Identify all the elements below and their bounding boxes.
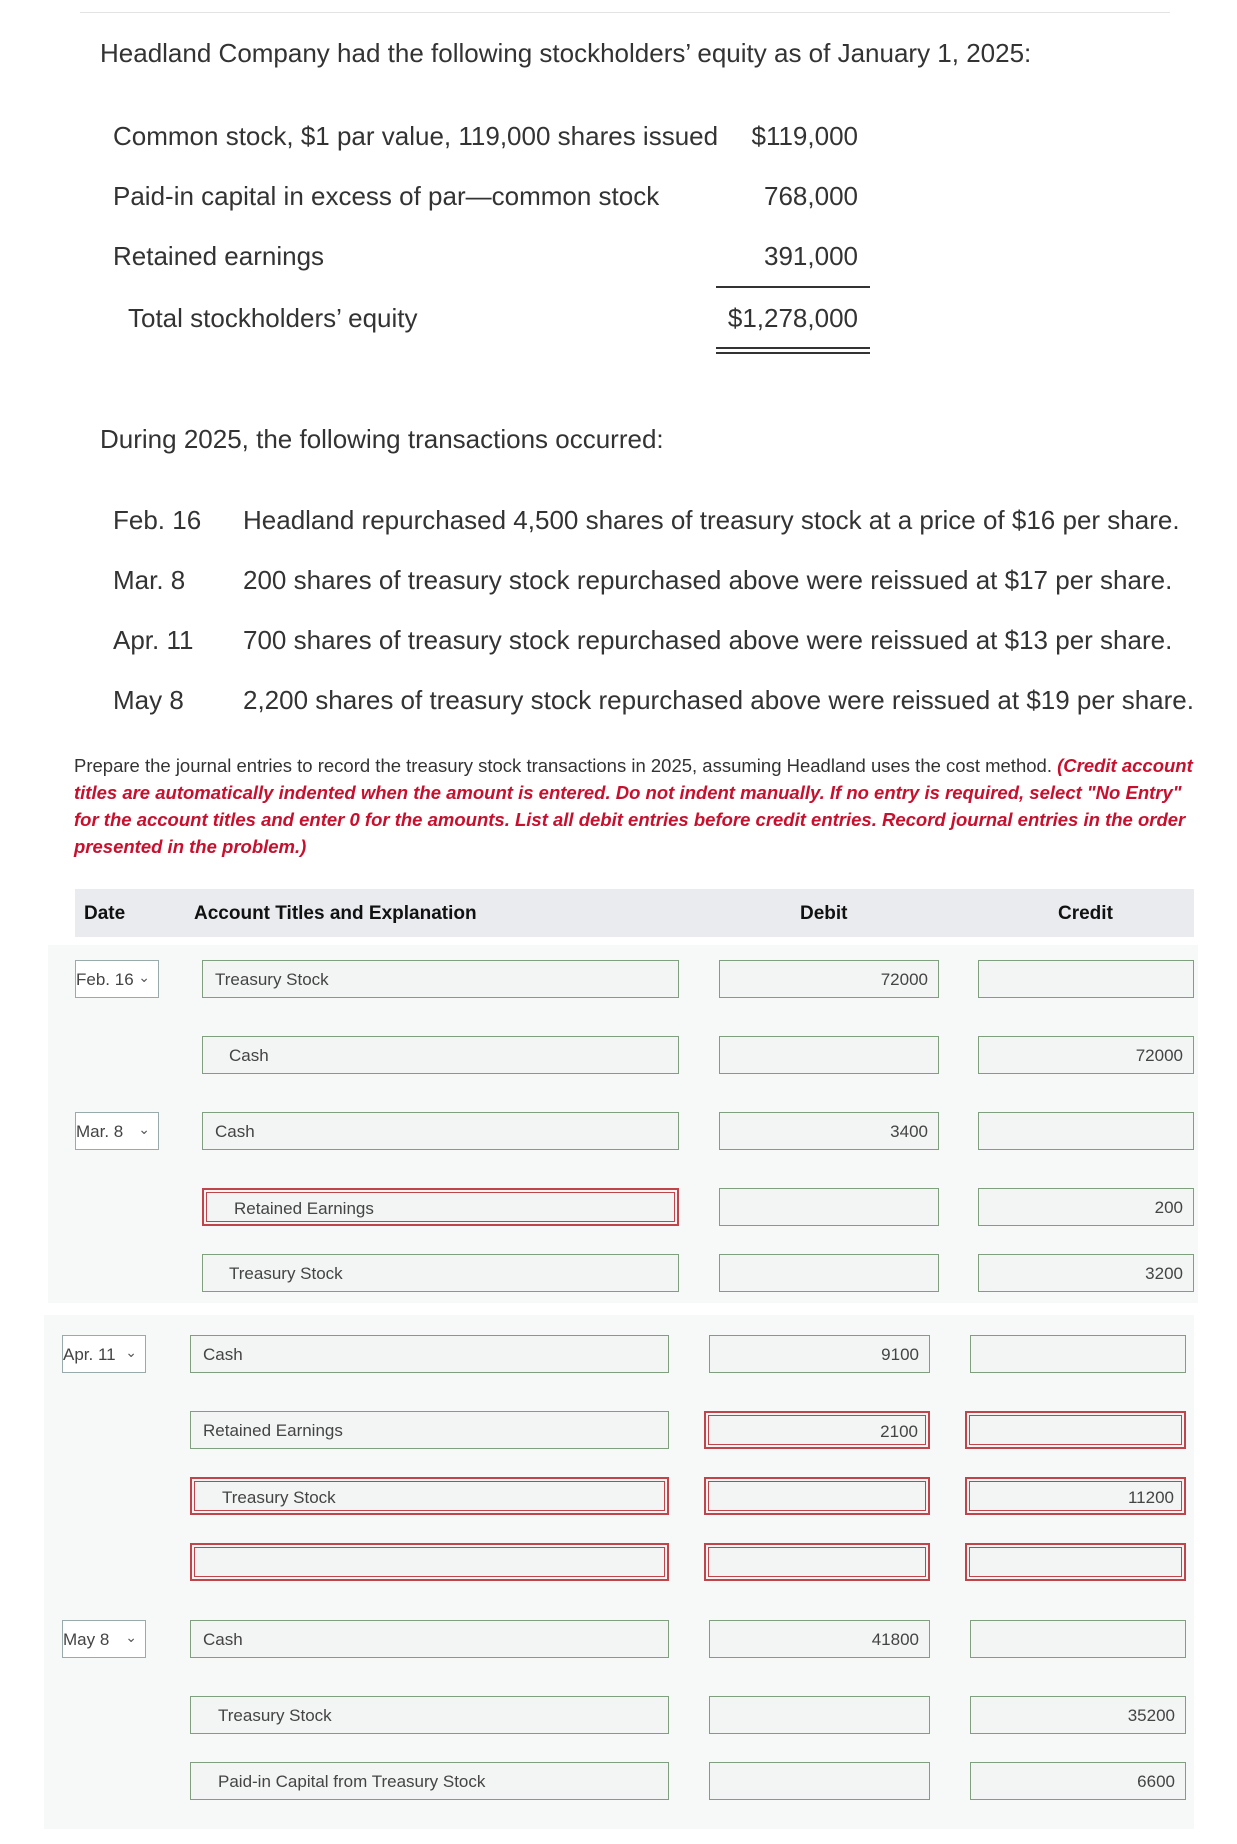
account-field[interactable]: Cash [190, 1335, 669, 1373]
credit-field[interactable] [965, 1543, 1186, 1581]
account-field[interactable]: Treasury Stock [202, 1254, 679, 1292]
debit-field[interactable]: 3400 [719, 1112, 939, 1150]
account-field[interactable]: Cash [190, 1620, 669, 1658]
instructions-note: (Credit account titles are automatically indented when the amount is entered. Do not indent manually. If no entry is required, select "No Entry" for the account titles and enter 0 for the amounts. List all debit entries before credit entries. Record journal entries in the order presented in the problem.) [74, 755, 1193, 857]
credit-field[interactable] [978, 1112, 1194, 1150]
debit-field[interactable] [719, 1188, 939, 1226]
instructions-main: Prepare the journal entries to record the treasury stock transactions in 2025, assuming Headland uses the cost method. [74, 755, 1052, 776]
intro-text: Headland Company had the following stockholders’ equity as of January 1, 2025: [100, 38, 1032, 68]
equity-amount: 391,000 [764, 241, 858, 271]
credit-field[interactable] [965, 1411, 1186, 1449]
transaction-date: May 8 [113, 685, 184, 715]
date-select[interactable]: May 8 ⌄ [62, 1620, 146, 1658]
header-credit: Credit [1058, 903, 1113, 924]
equity-label: Common stock, $1 par value, 119,000 shares issued [113, 121, 719, 151]
debit-field[interactable]: 2100 [704, 1411, 930, 1449]
account-field[interactable]: Cash [202, 1112, 679, 1150]
total-double-rule [716, 352, 870, 354]
transaction-date: Feb. 16 [113, 505, 202, 535]
date-select[interactable]: Apr. 11 ⌄ [62, 1335, 146, 1373]
transaction-text: 200 shares of treasury stock repurchased above were reissued at $17 per share. [243, 565, 1173, 595]
chevron-down-icon: ⌄ [138, 1121, 150, 1137]
credit-field[interactable] [970, 1620, 1186, 1658]
debit-field[interactable] [704, 1477, 930, 1515]
credit-field[interactable]: 11200 [965, 1477, 1186, 1515]
debit-field[interactable]: 9100 [709, 1335, 930, 1373]
equity-label: Paid-in capital in excess of par—common stock [113, 181, 660, 211]
debit-field[interactable]: 41800 [709, 1620, 930, 1658]
debit-field[interactable] [709, 1762, 930, 1800]
equity-amount: $119,000 [751, 121, 858, 151]
account-field[interactable] [190, 1543, 669, 1581]
transaction-text: Headland repurchased 4,500 shares of treasury stock at a price of $16 per share. [243, 505, 1180, 535]
equity-label: Retained earnings [113, 241, 325, 271]
instructions [74, 752, 1194, 860]
credit-field[interactable]: 6600 [970, 1762, 1186, 1800]
debit-field[interactable] [719, 1036, 939, 1074]
credit-field[interactable]: 200 [978, 1188, 1194, 1226]
credit-field[interactable] [970, 1335, 1186, 1373]
account-field[interactable]: Retained Earnings [190, 1411, 669, 1449]
total-double-rule [716, 347, 870, 349]
account-field[interactable]: Retained Earnings [202, 1188, 679, 1226]
header-date: Date [84, 903, 126, 924]
debit-field[interactable] [704, 1543, 930, 1581]
transaction-text: 700 shares of treasury stock repurchased above were reissued at $13 per share. [243, 625, 1173, 655]
equity-total-label: Total stockholders’ equity [128, 303, 418, 333]
account-field[interactable]: Treasury Stock [190, 1477, 669, 1515]
account-field[interactable]: Cash [202, 1036, 679, 1074]
chevron-down-icon: ⌄ [125, 1629, 137, 1645]
transaction-text: 2,200 shares of treasury stock repurchased above were reissued at $19 per share. [243, 685, 1194, 715]
header-debit: Debit [800, 903, 848, 924]
chevron-down-icon: ⌄ [138, 969, 150, 985]
debit-field[interactable]: 72000 [719, 960, 939, 998]
transaction-date: Apr. 11 [113, 625, 194, 655]
credit-field[interactable]: 3200 [978, 1254, 1194, 1292]
transactions-intro: During 2025, the following transactions occurred: [100, 424, 664, 454]
equity-total-amount: $1,278,000 [727, 303, 858, 333]
top-divider [80, 12, 1170, 13]
credit-field[interactable] [978, 960, 1194, 998]
subtotal-rule [716, 286, 870, 288]
account-field[interactable]: Paid-in Capital from Treasury Stock [190, 1762, 669, 1800]
date-select[interactable]: Feb. 16 ⌄ [75, 960, 159, 998]
account-field[interactable]: Treasury Stock [202, 960, 679, 998]
equity-amount: 768,000 [764, 181, 858, 211]
date-select[interactable]: Mar. 8 ⌄ [75, 1112, 159, 1150]
debit-field[interactable] [709, 1696, 930, 1734]
debit-field[interactable] [719, 1254, 939, 1292]
account-field[interactable]: Treasury Stock [190, 1696, 669, 1734]
header-account: Account Titles and Explanation [194, 903, 477, 924]
transaction-date: Mar. 8 [113, 565, 186, 595]
credit-field[interactable]: 72000 [978, 1036, 1194, 1074]
chevron-down-icon: ⌄ [125, 1344, 137, 1360]
journal-table-header [75, 889, 1194, 937]
credit-field[interactable]: 35200 [970, 1696, 1186, 1734]
